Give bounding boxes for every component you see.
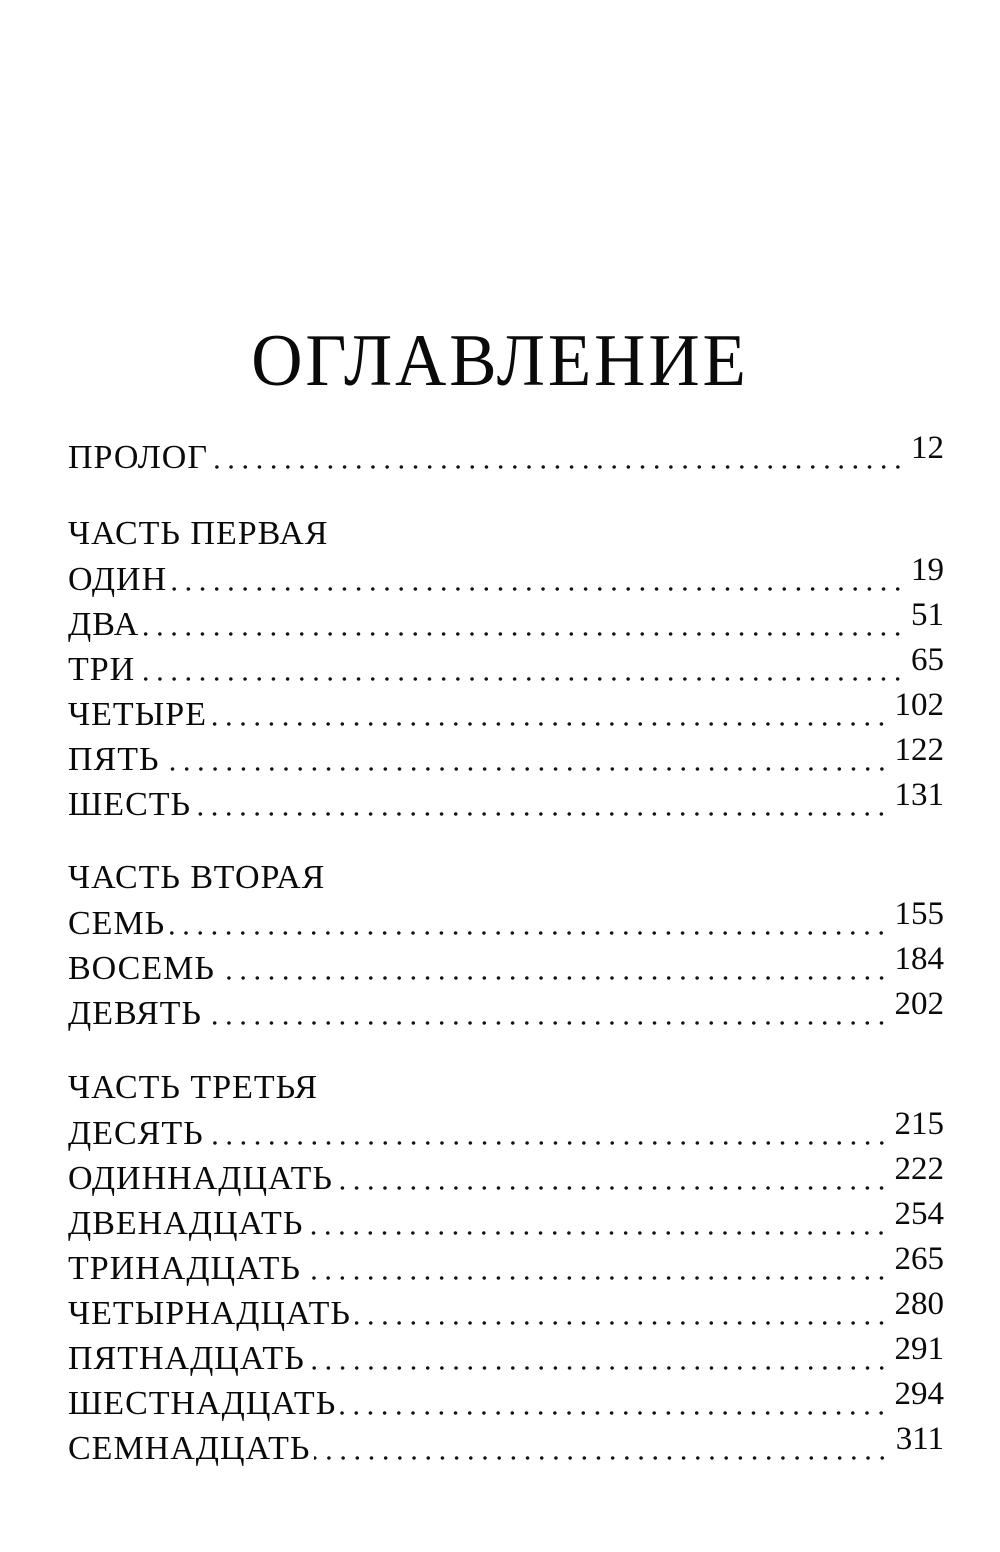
toc-entry-page: 291 <box>894 1331 944 1367</box>
toc-entry[interactable] <box>68 1286 944 1336</box>
toc-entry[interactable] <box>68 1376 944 1426</box>
toc-entry-label: ПЯТЬ <box>68 741 160 778</box>
toc-entry[interactable] <box>68 552 944 602</box>
toc-entry-label: ДВЕНАДЦАТЬ <box>68 1205 304 1242</box>
dot-leader <box>143 603 905 647</box>
toc-entry[interactable] <box>68 687 944 737</box>
dot-leader <box>206 992 889 1036</box>
toc-entry-page: 51 <box>911 597 944 633</box>
dot-leader <box>337 1157 889 1201</box>
toc-entry-prologue[interactable] <box>68 430 944 480</box>
toc-entry-page: 12 <box>911 430 944 466</box>
toc-entry-page: 215 <box>894 1106 944 1142</box>
toc-entry-label: СЕМЬ <box>68 905 166 942</box>
toc-entry-page: 311 <box>895 1421 944 1457</box>
part-heading-2: ЧАСТЬ ВТОРАЯ <box>68 859 326 896</box>
dot-leader <box>309 1337 889 1381</box>
toc-entry-page: 202 <box>894 986 944 1022</box>
toc-entry-label: ДВА <box>68 606 140 643</box>
toc-entry[interactable] <box>68 1106 944 1156</box>
toc-entry[interactable] <box>68 1421 944 1471</box>
toc-entry-label: ВОСЕМЬ <box>68 950 215 987</box>
part-heading-3: ЧАСТЬ ТРЕТЬЯ <box>68 1069 319 1106</box>
toc-entry-page: 222 <box>894 1151 944 1187</box>
toc-entry[interactable] <box>68 986 944 1036</box>
toc-entry-label: ЧЕТЫРЕ <box>68 696 207 733</box>
toc-entry[interactable] <box>68 1196 944 1246</box>
dot-leader <box>355 1292 889 1336</box>
dot-leader <box>219 947 889 991</box>
dot-leader <box>305 1247 889 1291</box>
toc-entry[interactable] <box>68 941 944 991</box>
toc-entry-page: 19 <box>911 552 944 588</box>
toc-entry-page: 102 <box>894 687 944 723</box>
part-heading-1: ЧАСТЬ ПЕРВАЯ <box>68 515 329 552</box>
dot-leader <box>340 1382 888 1426</box>
toc-entry[interactable] <box>68 732 944 782</box>
toc-entry-label: ОДИННАДЦАТЬ <box>68 1160 333 1197</box>
toc-entry-label: ДЕВЯТЬ <box>68 995 202 1032</box>
toc-entry[interactable] <box>68 896 944 946</box>
toc-entry-label: ШЕСТНАДЦАТЬ <box>68 1385 337 1422</box>
toc-entry[interactable] <box>68 642 944 692</box>
toc-entry-label: СЕМНАДЦАТЬ <box>68 1430 311 1467</box>
toc-entry-page: 65 <box>911 642 944 678</box>
toc-entry-page: 254 <box>894 1196 944 1232</box>
toc-entry-page: 280 <box>894 1286 944 1322</box>
dot-leader <box>211 693 889 737</box>
dot-leader <box>169 902 888 946</box>
toc-entry-page: 131 <box>894 777 944 813</box>
dot-leader <box>307 1202 888 1246</box>
toc-entry-page: 265 <box>894 1241 944 1277</box>
toc-entry-label: ШЕСТЬ <box>68 786 192 823</box>
dot-leader <box>212 436 905 480</box>
dot-leader <box>314 1427 889 1471</box>
dot-leader <box>171 558 905 602</box>
toc-entry[interactable] <box>68 1241 944 1291</box>
toc-entry-page: 294 <box>894 1376 944 1412</box>
toc-entry-label: ТРИНАДЦАТЬ <box>68 1250 301 1287</box>
toc-entry[interactable] <box>68 777 944 827</box>
dot-leader <box>164 738 889 782</box>
toc-entry-label: ОДИН <box>68 561 168 598</box>
dot-leader <box>208 1112 889 1156</box>
toc-entry-page: 184 <box>894 941 944 977</box>
toc-entry-label: ДЕСЯТЬ <box>68 1115 204 1152</box>
toc-entry-page: 122 <box>894 732 944 768</box>
toc-entry[interactable] <box>68 1151 944 1201</box>
toc-entry-label: ТРИ <box>68 651 136 688</box>
dot-leader <box>139 648 905 692</box>
page-title: ОГЛАВЛЕНИЕ <box>251 320 749 402</box>
toc-entry-page: 155 <box>894 896 944 932</box>
toc-entry-label: ПЯТНАДЦАТЬ <box>68 1340 305 1377</box>
toc-entry[interactable] <box>68 597 944 647</box>
toc-entry-label: ЧЕТЫРНАДЦАТЬ <box>68 1295 351 1332</box>
toc-entry-label: ПРОЛОГ <box>68 439 209 476</box>
dot-leader <box>195 783 888 827</box>
toc-entry[interactable] <box>68 1331 944 1381</box>
